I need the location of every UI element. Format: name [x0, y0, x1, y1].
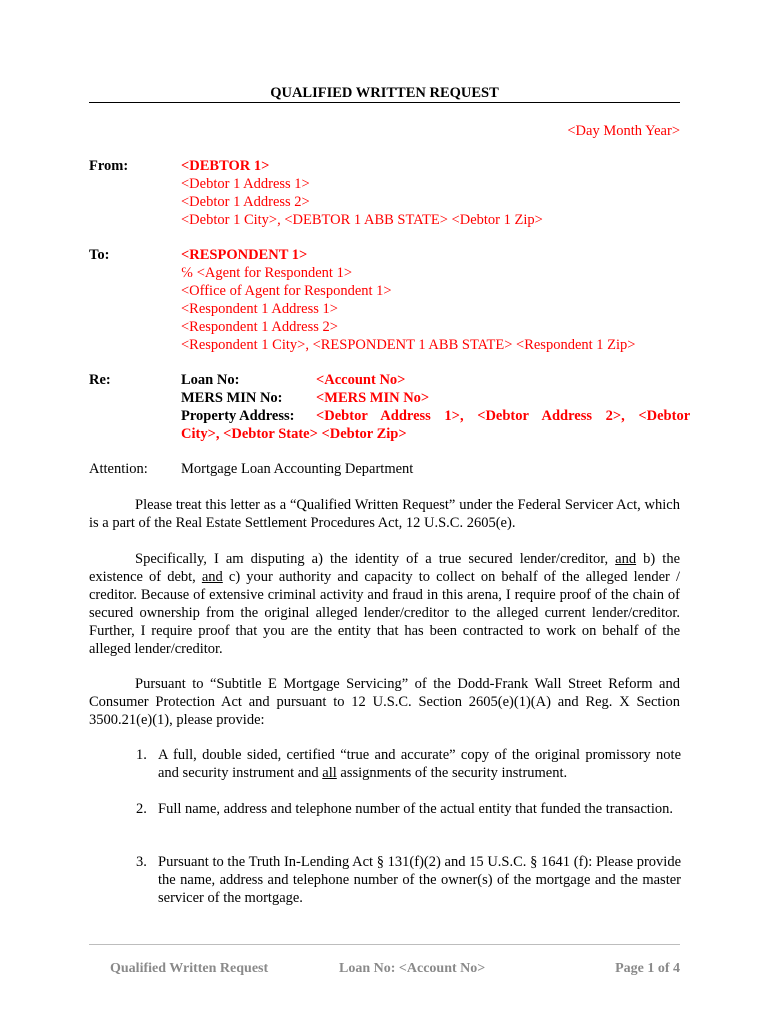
list-item-text [158, 746, 681, 782]
list-item [136, 800, 681, 818]
paragraph-1 [89, 496, 680, 532]
footer-page-number: Page 1 of 4 [615, 961, 680, 976]
footer-loan-number: Loan No: <Account No> [339, 961, 486, 976]
paragraph-2-part-a: Specifically, I am disputing a) the identity of a true secured lender/creditor, [135, 551, 616, 567]
attention-value: Mortgage Loan Accounting Department [181, 461, 414, 477]
property-address-key: Property Address: [181, 408, 295, 424]
respondent-city-line [181, 336, 681, 354]
from-label: From: [89, 158, 129, 174]
list-item [136, 853, 681, 907]
paragraph-2-and-1: and [615, 551, 637, 567]
respondent-agent: ℅ <Agent for Respondent 1> [181, 265, 352, 281]
paragraph-1-text: Please treat this letter as a “Qualified Written Request” under the Federal Servicer Act, which is a part of the Real Estate Settlement Procedures Act, 12 U.S.C. 2605(e). [89, 497, 680, 531]
loan-number-key: Loan No: [181, 372, 240, 388]
paragraph-2 [89, 550, 680, 658]
mers-min-key: MERS MIN No: [181, 390, 283, 406]
from-block [181, 157, 681, 229]
list-item-number: 1. [136, 747, 147, 763]
list-item-number: 2. [136, 801, 147, 817]
title-divider [89, 102, 680, 103]
paragraph-2-part-c: c) your authority and capacity to collect on behalf of the alleged lender / creditor. Because of extensive criminal activity and fraud in this arena, I require proof of the chain of secured ownership from the original alleged lender/creditor to the alleged current lender/creditor. Further, I require proof that you are the entity that has been contracted to work on behalf of the alleged lender/creditor. [89, 569, 680, 657]
footer-document-name: Qualified Written Request [110, 961, 269, 976]
debtor-state-zip [277, 212, 543, 228]
paragraph-3-text: Pursuant to “Subtitle E Mortgage Servicing” of the Dodd-Frank Wall Street Reform and Consumer Protection Act and pursuant to 12 U.S.C. Section 2605(e)(1)(A) and Reg. X Section 3500.21(e)(1), please provide: [89, 676, 680, 728]
paragraph-2-part-b: b) the existence of debt, [89, 551, 681, 585]
respondent-state-zip: , <RESPONDENT 1 ABB STATE> <Respondent 1 Zip> [305, 337, 636, 353]
footer-divider [89, 944, 680, 945]
property-address-value-line-1 [316, 407, 691, 425]
respondent-address-1: <Respondent 1 Address 1> [181, 301, 338, 317]
list-item-text: Full name, address and telephone number of the actual entity that funded the transaction. [158, 801, 673, 817]
mers-min-row [181, 389, 681, 407]
debtor-city: <Debtor 1 City> [181, 212, 278, 228]
document-title: QUALIFIED WRITTEN REQUEST [270, 85, 499, 101]
to-label: To: [89, 247, 110, 263]
debtor-city-line [181, 211, 681, 229]
letter-date: <Day Month Year> [567, 123, 680, 139]
respondent-city: <Respondent 1 City> [181, 337, 306, 353]
list-item-text-a: A full, double sided, certified “true and accurate” copy of the original promissory note and security instrument and [158, 747, 681, 781]
respondent-agent-office: <Office of Agent for Respondent 1> [181, 283, 392, 299]
loan-number-row [181, 371, 681, 389]
property-address-value-line-2: City>, <Debtor State> <Debtor Zip> [181, 426, 407, 442]
list-item-text-b: assignments of the security instrument. [336, 765, 568, 781]
debtor-address-2: <Debtor 1 Address 2> [181, 194, 310, 210]
attention-label: Attention: [89, 461, 148, 477]
debtor-name: <DEBTOR 1> [181, 158, 270, 174]
loan-number-value: <Account No> [316, 372, 406, 388]
mers-min-value: <MERS MIN No> [316, 390, 430, 406]
debtor-address-1: <Debtor 1 Address 1> [181, 176, 310, 192]
debtor-state-zip-text: , <DEBTOR 1 ABB STATE> <Debtor 1 Zip> [277, 212, 543, 228]
list-item-text: Pursuant to the Truth In-Lending Act § 131(f)(2) and 15 U.S.C. § 1641 (f): Please provide the name, address and telephone number of the owner(s) of the mortgage and the master servicer of the mortgage. [158, 854, 681, 906]
respondent-name: <RESPONDENT 1> [181, 247, 308, 263]
paragraph-2-and-2: and [201, 569, 223, 585]
re-block [181, 371, 691, 443]
paragraph-3 [89, 675, 680, 729]
to-block [181, 246, 681, 354]
list-item-text-underlined: all [322, 765, 337, 781]
property-address-row [181, 407, 691, 425]
property-address-part-1: <Debtor Address 1>, <Debtor Address 2>, <Debtor [316, 408, 691, 424]
respondent-address-2: <Respondent 1 Address 2> [181, 319, 338, 335]
list-item [136, 746, 681, 782]
re-label: Re: [89, 372, 111, 388]
list-item-number: 3. [136, 854, 147, 870]
